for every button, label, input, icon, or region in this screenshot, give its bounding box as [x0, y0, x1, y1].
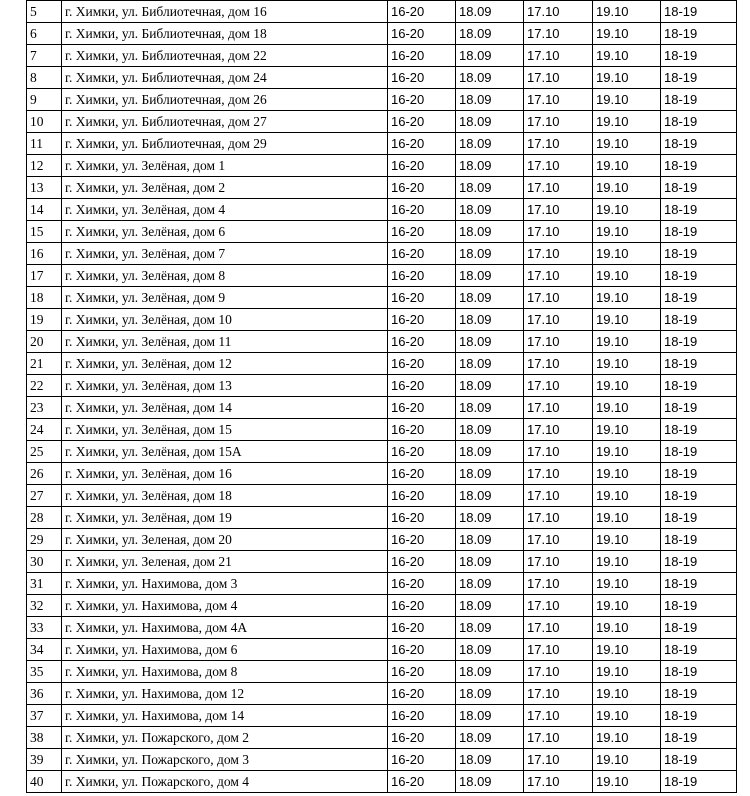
value-cell-4: 19.10: [593, 23, 661, 45]
row-number: 31: [27, 573, 62, 595]
value-cell-5: 18-19: [661, 1, 737, 23]
address-cell: г. Химки, ул. Зелёная, дом 9: [62, 287, 388, 309]
value-cell-5: 18-19: [661, 441, 737, 463]
value-cell-4: 19.10: [593, 375, 661, 397]
value-cell-4: 19.10: [593, 683, 661, 705]
value-cell-4: 19.10: [593, 331, 661, 353]
value-cell-1: 16-20: [388, 529, 456, 551]
value-cell-3: 17.10: [524, 375, 593, 397]
value-cell-4: 19.10: [593, 111, 661, 133]
value-cell-3: 17.10: [524, 265, 593, 287]
value-cell-3: 17.10: [524, 573, 593, 595]
value-cell-4: 19.10: [593, 1, 661, 23]
value-cell-2: 18.09: [456, 551, 524, 573]
value-cell-4: 19.10: [593, 67, 661, 89]
value-cell-2: 18.09: [456, 155, 524, 177]
value-cell-4: 19.10: [593, 617, 661, 639]
row-number: 6: [27, 23, 62, 45]
table-row: [27, 375, 737, 397]
address-cell: г. Химки, ул. Зелёная, дом 2: [62, 177, 388, 199]
value-cell-2: 18.09: [456, 67, 524, 89]
value-cell-3: 17.10: [524, 309, 593, 331]
value-cell-3: 17.10: [524, 23, 593, 45]
table-row: [27, 221, 737, 243]
table-row: [27, 639, 737, 661]
value-cell-5: 18-19: [661, 683, 737, 705]
value-cell-1: 16-20: [388, 397, 456, 419]
row-number: 34: [27, 639, 62, 661]
value-cell-3: 17.10: [524, 243, 593, 265]
value-cell-4: 19.10: [593, 595, 661, 617]
value-cell-3: 17.10: [524, 287, 593, 309]
row-number: 38: [27, 727, 62, 749]
value-cell-1: 16-20: [388, 309, 456, 331]
row-number: 27: [27, 485, 62, 507]
address-cell: г. Химки, ул. Нахимова, дом 8: [62, 661, 388, 683]
row-number: 10: [27, 111, 62, 133]
table-row: [27, 507, 737, 529]
address-cell: г. Химки, ул. Зелёная, дом 7: [62, 243, 388, 265]
value-cell-2: 18.09: [456, 353, 524, 375]
value-cell-2: 18.09: [456, 727, 524, 749]
table-row: [27, 89, 737, 111]
address-cell: г. Химки, ул. Библиотечная, дом 18: [62, 23, 388, 45]
value-cell-1: 16-20: [388, 683, 456, 705]
table-row: [27, 177, 737, 199]
value-cell-3: 17.10: [524, 353, 593, 375]
address-cell: г. Химки, ул. Зелёная, дом 16: [62, 463, 388, 485]
value-cell-5: 18-19: [661, 375, 737, 397]
value-cell-3: 17.10: [524, 133, 593, 155]
row-number: 9: [27, 89, 62, 111]
address-cell: г. Химки, ул. Пожарского, дом 4: [62, 771, 388, 793]
value-cell-5: 18-19: [661, 397, 737, 419]
table-row: [27, 749, 737, 771]
value-cell-3: 17.10: [524, 661, 593, 683]
address-cell: г. Химки, ул. Библиотечная, дом 29: [62, 133, 388, 155]
table-row: [27, 111, 737, 133]
value-cell-2: 18.09: [456, 1, 524, 23]
value-cell-2: 18.09: [456, 265, 524, 287]
value-cell-1: 16-20: [388, 639, 456, 661]
address-cell: г. Химки, ул. Зелёная, дом 4: [62, 199, 388, 221]
value-cell-5: 18-19: [661, 529, 737, 551]
table-row: [27, 441, 737, 463]
address-cell: г. Химки, ул. Зелёная, дом 6: [62, 221, 388, 243]
value-cell-4: 19.10: [593, 155, 661, 177]
value-cell-5: 18-19: [661, 111, 737, 133]
table-row: [27, 287, 737, 309]
value-cell-5: 18-19: [661, 419, 737, 441]
value-cell-4: 19.10: [593, 133, 661, 155]
value-cell-1: 16-20: [388, 485, 456, 507]
row-number: 22: [27, 375, 62, 397]
value-cell-1: 16-20: [388, 617, 456, 639]
value-cell-4: 19.10: [593, 287, 661, 309]
value-cell-2: 18.09: [456, 89, 524, 111]
value-cell-1: 16-20: [388, 749, 456, 771]
table-row: [27, 45, 737, 67]
table-row: [27, 529, 737, 551]
value-cell-5: 18-19: [661, 199, 737, 221]
table-row: [27, 133, 737, 155]
value-cell-3: 17.10: [524, 221, 593, 243]
value-cell-4: 19.10: [593, 771, 661, 793]
value-cell-5: 18-19: [661, 749, 737, 771]
table-row: [27, 353, 737, 375]
value-cell-2: 18.09: [456, 177, 524, 199]
value-cell-1: 16-20: [388, 771, 456, 793]
table-row: [27, 573, 737, 595]
row-number: 17: [27, 265, 62, 287]
row-number: 28: [27, 507, 62, 529]
address-cell: г. Химки, ул. Нахимова, дом 14: [62, 705, 388, 727]
value-cell-3: 17.10: [524, 639, 593, 661]
value-cell-5: 18-19: [661, 353, 737, 375]
value-cell-2: 18.09: [456, 507, 524, 529]
table-row: [27, 331, 737, 353]
value-cell-3: 17.10: [524, 45, 593, 67]
value-cell-5: 18-19: [661, 639, 737, 661]
value-cell-1: 16-20: [388, 507, 456, 529]
address-cell: г. Химки, ул. Зелёная, дом 14: [62, 397, 388, 419]
value-cell-5: 18-19: [661, 595, 737, 617]
address-cell: г. Химки, ул. Зеленая, дом 20: [62, 529, 388, 551]
address-cell: г. Химки, ул. Пожарского, дом 2: [62, 727, 388, 749]
table-row: [27, 199, 737, 221]
address-cell: г. Химки, ул. Нахимова, дом 4: [62, 595, 388, 617]
value-cell-5: 18-19: [661, 485, 737, 507]
value-cell-3: 17.10: [524, 177, 593, 199]
table-row: [27, 463, 737, 485]
row-number: 18: [27, 287, 62, 309]
value-cell-4: 19.10: [593, 309, 661, 331]
value-cell-2: 18.09: [456, 771, 524, 793]
value-cell-3: 17.10: [524, 89, 593, 111]
value-cell-5: 18-19: [661, 705, 737, 727]
schedule-table: [26, 0, 737, 793]
value-cell-1: 16-20: [388, 133, 456, 155]
row-number: 13: [27, 177, 62, 199]
value-cell-3: 17.10: [524, 1, 593, 23]
value-cell-2: 18.09: [456, 529, 524, 551]
value-cell-4: 19.10: [593, 485, 661, 507]
value-cell-2: 18.09: [456, 111, 524, 133]
table-row: [27, 309, 737, 331]
row-number: 23: [27, 397, 62, 419]
value-cell-1: 16-20: [388, 375, 456, 397]
address-cell: г. Химки, ул. Зелёная, дом 1: [62, 155, 388, 177]
row-number: 7: [27, 45, 62, 67]
address-cell: г. Химки, ул. Зелёная, дом 11: [62, 331, 388, 353]
address-cell: г. Химки, ул. Зелёная, дом 18: [62, 485, 388, 507]
value-cell-2: 18.09: [456, 287, 524, 309]
value-cell-4: 19.10: [593, 177, 661, 199]
value-cell-4: 19.10: [593, 265, 661, 287]
value-cell-3: 17.10: [524, 67, 593, 89]
value-cell-4: 19.10: [593, 353, 661, 375]
value-cell-5: 18-19: [661, 551, 737, 573]
row-number: 14: [27, 199, 62, 221]
address-cell: г. Химки, ул. Библиотечная, дом 24: [62, 67, 388, 89]
row-number: 21: [27, 353, 62, 375]
value-cell-2: 18.09: [456, 397, 524, 419]
row-number: 32: [27, 595, 62, 617]
table-row: [27, 551, 737, 573]
table-row: [27, 771, 737, 793]
value-cell-2: 18.09: [456, 573, 524, 595]
value-cell-1: 16-20: [388, 441, 456, 463]
value-cell-1: 16-20: [388, 661, 456, 683]
value-cell-4: 19.10: [593, 221, 661, 243]
table-row: [27, 397, 737, 419]
address-cell: г. Химки, ул. Нахимова, дом 4А: [62, 617, 388, 639]
value-cell-3: 17.10: [524, 397, 593, 419]
value-cell-5: 18-19: [661, 309, 737, 331]
value-cell-3: 17.10: [524, 485, 593, 507]
value-cell-3: 17.10: [524, 441, 593, 463]
value-cell-2: 18.09: [456, 133, 524, 155]
row-number: 16: [27, 243, 62, 265]
value-cell-1: 16-20: [388, 705, 456, 727]
row-number: 35: [27, 661, 62, 683]
value-cell-1: 16-20: [388, 463, 456, 485]
table-row: [27, 1, 737, 23]
value-cell-1: 16-20: [388, 45, 456, 67]
value-cell-1: 16-20: [388, 155, 456, 177]
table-row: [27, 243, 737, 265]
value-cell-1: 16-20: [388, 551, 456, 573]
value-cell-4: 19.10: [593, 749, 661, 771]
value-cell-2: 18.09: [456, 639, 524, 661]
value-cell-3: 17.10: [524, 419, 593, 441]
value-cell-3: 17.10: [524, 111, 593, 133]
address-cell: г. Химки, ул. Библиотечная, дом 27: [62, 111, 388, 133]
value-cell-1: 16-20: [388, 199, 456, 221]
value-cell-2: 18.09: [456, 45, 524, 67]
value-cell-5: 18-19: [661, 507, 737, 529]
table-row: [27, 155, 737, 177]
value-cell-4: 19.10: [593, 661, 661, 683]
table-row: [27, 595, 737, 617]
value-cell-4: 19.10: [593, 45, 661, 67]
row-number: 20: [27, 331, 62, 353]
row-number: 36: [27, 683, 62, 705]
value-cell-5: 18-19: [661, 45, 737, 67]
value-cell-1: 16-20: [388, 595, 456, 617]
value-cell-4: 19.10: [593, 507, 661, 529]
address-cell: г. Химки, ул. Нахимова, дом 12: [62, 683, 388, 705]
value-cell-3: 17.10: [524, 199, 593, 221]
row-number: 19: [27, 309, 62, 331]
address-cell: г. Химки, ул. Зелёная, дом 8: [62, 265, 388, 287]
value-cell-1: 16-20: [388, 67, 456, 89]
row-number: 37: [27, 705, 62, 727]
row-number: 12: [27, 155, 62, 177]
value-cell-4: 19.10: [593, 705, 661, 727]
value-cell-2: 18.09: [456, 199, 524, 221]
value-cell-2: 18.09: [456, 749, 524, 771]
value-cell-2: 18.09: [456, 441, 524, 463]
value-cell-1: 16-20: [388, 243, 456, 265]
value-cell-3: 17.10: [524, 705, 593, 727]
value-cell-2: 18.09: [456, 419, 524, 441]
address-cell: г. Химки, ул. Нахимова, дом 6: [62, 639, 388, 661]
value-cell-2: 18.09: [456, 617, 524, 639]
value-cell-2: 18.09: [456, 595, 524, 617]
value-cell-4: 19.10: [593, 199, 661, 221]
row-number: 33: [27, 617, 62, 639]
address-cell: г. Химки, ул. Зелёная, дом 10: [62, 309, 388, 331]
table-row: [27, 419, 737, 441]
value-cell-1: 16-20: [388, 23, 456, 45]
value-cell-4: 19.10: [593, 463, 661, 485]
address-cell: г. Химки, ул. Зелёная, дом 13: [62, 375, 388, 397]
table-row: [27, 67, 737, 89]
value-cell-1: 16-20: [388, 287, 456, 309]
value-cell-3: 17.10: [524, 617, 593, 639]
value-cell-2: 18.09: [456, 23, 524, 45]
value-cell-2: 18.09: [456, 309, 524, 331]
row-number: 30: [27, 551, 62, 573]
value-cell-3: 17.10: [524, 749, 593, 771]
value-cell-1: 16-20: [388, 177, 456, 199]
value-cell-3: 17.10: [524, 507, 593, 529]
table-row: [27, 265, 737, 287]
value-cell-1: 16-20: [388, 353, 456, 375]
value-cell-5: 18-19: [661, 771, 737, 793]
value-cell-4: 19.10: [593, 551, 661, 573]
row-number: 26: [27, 463, 62, 485]
table-row: [27, 617, 737, 639]
value-cell-1: 16-20: [388, 221, 456, 243]
row-number: 29: [27, 529, 62, 551]
address-cell: г. Химки, ул. Пожарского, дом 3: [62, 749, 388, 771]
table-row: [27, 705, 737, 727]
value-cell-2: 18.09: [456, 661, 524, 683]
row-number: 39: [27, 749, 62, 771]
value-cell-5: 18-19: [661, 265, 737, 287]
address-cell: г. Химки, ул. Зелёная, дом 15: [62, 419, 388, 441]
value-cell-3: 17.10: [524, 771, 593, 793]
value-cell-5: 18-19: [661, 463, 737, 485]
address-cell: г. Химки, ул. Нахимова, дом 3: [62, 573, 388, 595]
value-cell-2: 18.09: [456, 243, 524, 265]
value-cell-3: 17.10: [524, 595, 593, 617]
value-cell-3: 17.10: [524, 727, 593, 749]
value-cell-3: 17.10: [524, 551, 593, 573]
value-cell-3: 17.10: [524, 155, 593, 177]
value-cell-3: 17.10: [524, 331, 593, 353]
value-cell-1: 16-20: [388, 111, 456, 133]
value-cell-5: 18-19: [661, 287, 737, 309]
row-number: 25: [27, 441, 62, 463]
value-cell-4: 19.10: [593, 89, 661, 111]
value-cell-1: 16-20: [388, 1, 456, 23]
value-cell-5: 18-19: [661, 221, 737, 243]
value-cell-2: 18.09: [456, 705, 524, 727]
value-cell-3: 17.10: [524, 683, 593, 705]
table-body: [27, 1, 737, 793]
value-cell-4: 19.10: [593, 243, 661, 265]
table-row: [27, 727, 737, 749]
address-cell: г. Химки, ул. Зелёная, дом 19: [62, 507, 388, 529]
table-row: [27, 683, 737, 705]
value-cell-4: 19.10: [593, 419, 661, 441]
table-row: [27, 661, 737, 683]
value-cell-5: 18-19: [661, 617, 737, 639]
value-cell-4: 19.10: [593, 639, 661, 661]
value-cell-2: 18.09: [456, 485, 524, 507]
value-cell-4: 19.10: [593, 573, 661, 595]
value-cell-5: 18-19: [661, 89, 737, 111]
address-cell: г. Химки, ул. Библиотечная, дом 16: [62, 1, 388, 23]
value-cell-1: 16-20: [388, 573, 456, 595]
row-number: 24: [27, 419, 62, 441]
address-cell: г. Химки, ул. Зелёная, дом 12: [62, 353, 388, 375]
value-cell-5: 18-19: [661, 23, 737, 45]
value-cell-3: 17.10: [524, 463, 593, 485]
value-cell-5: 18-19: [661, 661, 737, 683]
value-cell-5: 18-19: [661, 573, 737, 595]
value-cell-2: 18.09: [456, 221, 524, 243]
row-number: 15: [27, 221, 62, 243]
value-cell-1: 16-20: [388, 727, 456, 749]
row-number: 40: [27, 771, 62, 793]
value-cell-2: 18.09: [456, 683, 524, 705]
address-cell: г. Химки, ул. Зелёная, дом 15А: [62, 441, 388, 463]
value-cell-2: 18.09: [456, 331, 524, 353]
value-cell-5: 18-19: [661, 67, 737, 89]
row-number: 11: [27, 133, 62, 155]
value-cell-3: 17.10: [524, 529, 593, 551]
value-cell-4: 19.10: [593, 727, 661, 749]
value-cell-4: 19.10: [593, 441, 661, 463]
value-cell-5: 18-19: [661, 331, 737, 353]
table-row: [27, 485, 737, 507]
value-cell-5: 18-19: [661, 133, 737, 155]
value-cell-5: 18-19: [661, 155, 737, 177]
value-cell-2: 18.09: [456, 375, 524, 397]
address-cell: г. Химки, ул. Библиотечная, дом 26: [62, 89, 388, 111]
value-cell-1: 16-20: [388, 265, 456, 287]
value-cell-1: 16-20: [388, 419, 456, 441]
value-cell-5: 18-19: [661, 727, 737, 749]
value-cell-4: 19.10: [593, 529, 661, 551]
address-cell: г. Химки, ул. Зеленая, дом 21: [62, 551, 388, 573]
row-number: 8: [27, 67, 62, 89]
value-cell-5: 18-19: [661, 243, 737, 265]
value-cell-1: 16-20: [388, 89, 456, 111]
table-row: [27, 23, 737, 45]
value-cell-1: 16-20: [388, 331, 456, 353]
value-cell-4: 19.10: [593, 397, 661, 419]
row-number: 5: [27, 1, 62, 23]
value-cell-5: 18-19: [661, 177, 737, 199]
address-cell: г. Химки, ул. Библиотечная, дом 22: [62, 45, 388, 67]
value-cell-2: 18.09: [456, 463, 524, 485]
